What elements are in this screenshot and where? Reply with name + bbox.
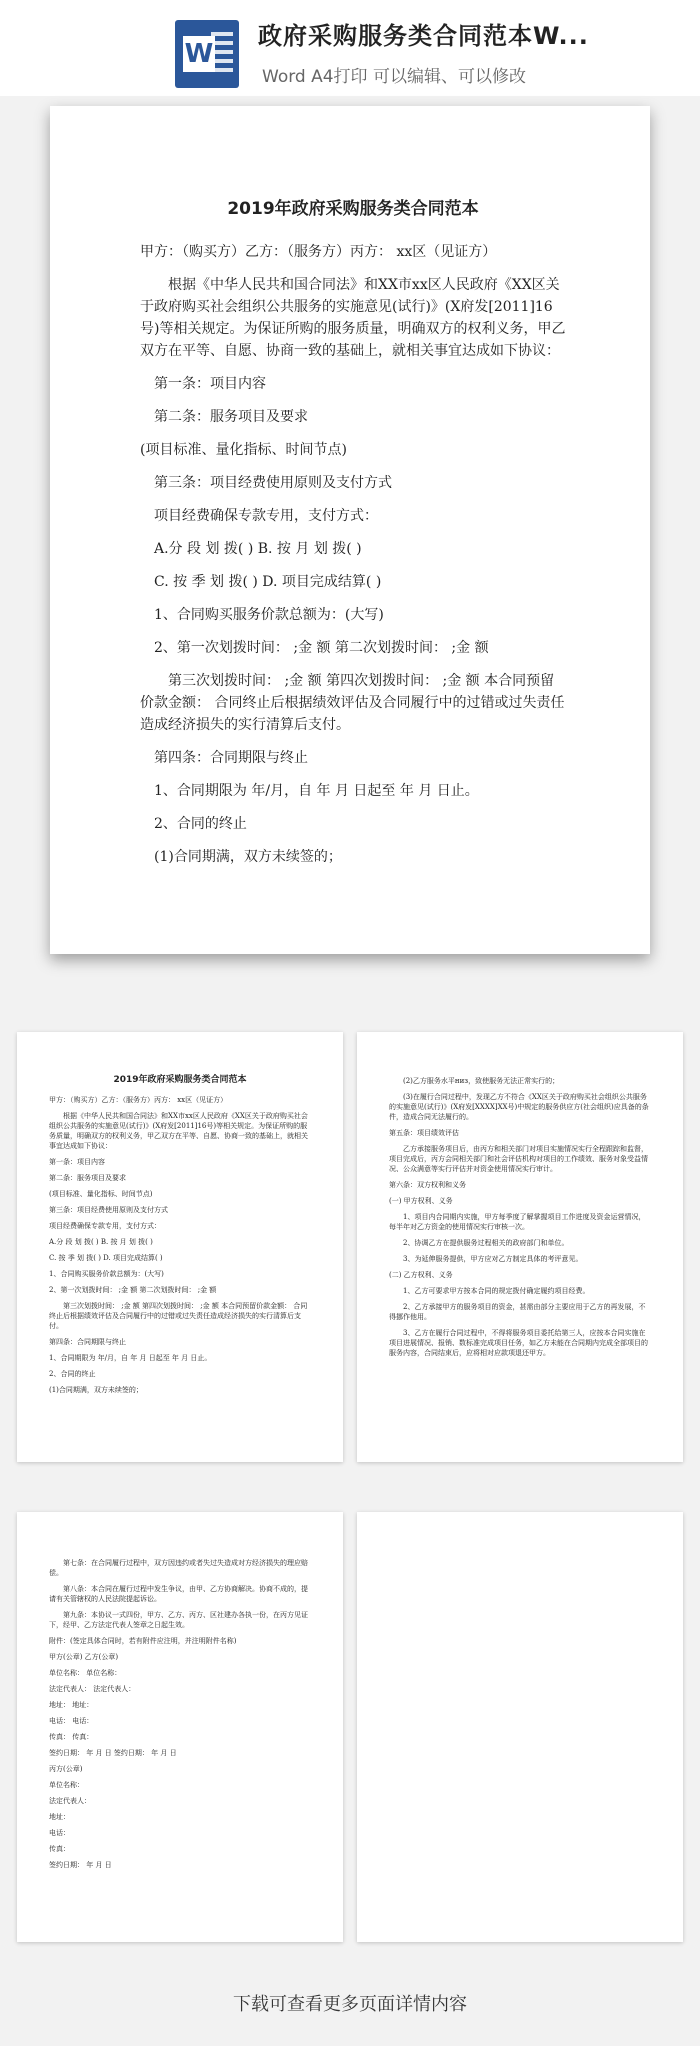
payment-method-line: 项目经费确保专款专用，支付方式： — [154, 508, 378, 524]
thumb-line: 单位名称： — [49, 1781, 84, 1789]
page-thumbnail-4[interactable] — [357, 1512, 683, 1942]
thumb-line: C. 按 季 划 拨( ) D. 项目完成结算( ) — [49, 1254, 163, 1262]
thumb-paragraph: (3)在履行合同过程中，发现乙方不符合《XX区关于政府购买社会组织公共服务的实施意见(试行)》(X府发[XXXX]XX号)中规定的服务供应方(社会组织)应具备的条件，造成合同无法履行的。 — [389, 1093, 649, 1121]
thumb-line: 2、合同的终止 — [49, 1370, 96, 1378]
thumb-line: 1、合同购买服务价款总额为：(大写) — [49, 1270, 164, 1278]
thumb-line: A.分 段 划 拨( ) B. 按 月 划 拨( ) — [49, 1238, 153, 1246]
article-2: 第二条：服务项目及要求 — [154, 409, 308, 425]
thumb-line: 签约日期： 年 月 日 — [49, 1861, 112, 1869]
thumb-line: (二) 乙方权利、义务 — [389, 1271, 453, 1279]
thumb-line: (1)合同期满，双方未续签的； — [49, 1386, 143, 1394]
contract-title: 2019年政府采购服务类合同范本 — [227, 199, 479, 219]
thumb-line: 第五条：项目绩效评估 — [389, 1129, 459, 1137]
article-4: 第四条：合同期限与终止 — [154, 750, 308, 766]
thumb-paragraph: 第八条：本合同在履行过程中发生争议，由甲、乙方协商解决。协商不成的，提请有关管辖权的人民法院提起诉讼。 — [49, 1585, 308, 1603]
article-1: 第一条：项目内容 — [154, 376, 266, 392]
term-line: 1、合同期限为 年/月，自 年 月 日起至 年 月 日止。 — [154, 783, 479, 799]
thumb-line: 传真： 传真： — [49, 1733, 94, 1741]
thumb-line: 法定代表人： — [49, 1797, 91, 1805]
thumb-line: (一) 甲方权利、义务 — [389, 1197, 453, 1205]
page-thumbnail-3[interactable] — [17, 1512, 343, 1942]
thumb-line: 第六条：双方权利和义务 — [389, 1181, 466, 1189]
thumb-line: 电话： 电话： — [49, 1717, 94, 1725]
header — [0, 0, 700, 96]
download-more-text[interactable]: 下载可查看更多页面详情内容 — [233, 1994, 467, 2015]
article-3: 第三条：项目经费使用原则及支付方式 — [154, 475, 392, 491]
termination-item-1: (1)合同期满，双方未续签的； — [154, 849, 342, 865]
word-icon — [175, 20, 239, 88]
thumb-paragraph: 3、乙方在履行合同过程中，不得将服务项目委托给第三人，应按本合同实施在项目进展情况、报销、数标准完成项目任务，如乙方未能在合同期内完成全部项目的服务内容，合同结束后，应将相对应款项退还甲方。 — [389, 1329, 648, 1357]
main-page-preview — [50, 106, 650, 954]
thumb-line: 2、第一次划拨时间： ;金 额 第二次划拨时间： ;金 额 — [49, 1286, 217, 1294]
document-title: 政府采购服务类合同范本W... — [258, 22, 589, 50]
page-thumbnail-2[interactable] — [357, 1032, 683, 1462]
thumb-line: 1、合同期限为 年/月，自 年 月 日起至 年 月 日止。 — [49, 1354, 212, 1362]
thumb-line: 第一条：项目内容 — [49, 1158, 105, 1166]
thumb-paragraph: 根据《中华人民共和国合同法》和XX市xx区人民政府《XX区关于政府购买社会组织公共服务的实施意见(试行)》(X府发[2011]16号)等相关规定。为保证所购的服务质量，明确双方的权利义务，甲乙双方在平等、自愿、协商一致的基础上，就相关事宜达成如下协议： — [49, 1112, 308, 1150]
thumb-line: 丙方(公章) — [49, 1765, 83, 1773]
thumb-line: 项目经费确保专款专用，支付方式： — [49, 1222, 161, 1230]
thumb-line: (项目标准、量化指标、时间节点) — [49, 1190, 153, 1198]
termination-line: 2、合同的终止 — [154, 816, 247, 832]
thumb-paragraph: 3、为延伸服务提供，甲方应对乙方制定具体的考评意见。 — [403, 1255, 583, 1263]
thumb-paragraph: 2、乙方承接甲方的服务项目的资金，甚需由部分主要应用于乙方的再发展，不得挪作他用。 — [389, 1303, 646, 1321]
thumb-line: 第三条：项目经费使用原则及支付方式 — [49, 1206, 168, 1214]
preamble-paragraph: 根据《中华人民共和国合同法》和XX市xx区人民政府《XX区关于政府购买社会组织公共服务的实施意见(试行)》(X府发[2011]16号)等相关规定。为保证所购的服务质量，明确双方的权利义务，甲乙双方在平等、自愿、协商一致的基础上，就相关事宜达成如下协议： — [140, 277, 566, 359]
thumb-paragraph: 1、乙方可要求甲方按本合同的规定拨付确定履约项目经费。 — [403, 1287, 590, 1295]
thumb-line: 甲方：（购买方）乙方：（服务方）丙方： xx区（见证方） — [49, 1096, 228, 1104]
document-subtitle: Word A4打印 可以编辑、可以修改 — [262, 67, 526, 87]
thumb-line: 地址： 地址： — [49, 1701, 94, 1709]
article-2-note: (项目标准、量化指标、时间节点) — [140, 442, 347, 458]
thumb-line: 第二条：服务项目及要求 — [49, 1174, 126, 1182]
thumb-paragraph: 第七条：在合同履行过程中，双方因违约或者失过失造成对方经济损失的理应赔偿。 — [49, 1559, 308, 1577]
thumb-paragraph: (2)乙方服务水平низ，致使服务无法正常实行的； — [403, 1077, 560, 1085]
thumb-paragraph: 2、协调乙方在提供服务过程相关的政府部门和单位。 — [403, 1239, 569, 1247]
thumb-paragraph: 第九条：本协议一式四份，甲方、乙方、丙方、区社建办各执一份，在丙方见证下，经甲、乙方法定代表人签章之日起生效。 — [49, 1611, 308, 1629]
parties-line: 甲方：（购买方）乙方：（服务方）丙方： xx区（见证方） — [140, 244, 497, 260]
installment-line-1: 2、第一次划拨时间： ;金 额 第二次划拨时间： ;金 额 — [154, 640, 489, 656]
thumb-line: 电话： — [49, 1829, 70, 1837]
thumb-paragraph: 乙方承接服务项目后，由丙方和相关部门对项目实施情况实行全程跟踪和监督，项目完成后，丙方会同相关部门和社会评估机构对项目的工作绩效、服务对象受益情况、公众满意等实行评估并对资金使用情况实行审计。 — [389, 1145, 648, 1173]
thumb-line: 签约日期： 年 月 日 签约日期： 年 月 日 — [49, 1749, 177, 1757]
payment-option-cd: C. 按 季 划 拨( ) D. 项目完成结算( ) — [154, 574, 382, 590]
main-page-content — [140, 194, 566, 879]
thumb-paragraph: 第三次划拨时间： ;金 额 第四次划拨时间： ;金 额 本合同预留价款金额： 合同终止后根据绩效评估及合同履行中的过错或过失责任造成经济损失的实行清算后支付。 — [49, 1302, 308, 1330]
total-price-line: 1、合同购买服务价款总额为：(大写) — [154, 607, 384, 623]
thumb-line: 单位名称： 单位名称： — [49, 1669, 122, 1677]
payment-option-ab: A.分 段 划 拨( ) B. 按 月 划 拨( ) — [154, 541, 362, 557]
installment-paragraph: 第三次划拨时间： ;金 额 第四次划拨时间： ;金 额 本合同预留价款金额： 合同终止后根据绩效评估及合同履行中的过错或过失责任造成经济损失的实行清算后支付。 — [140, 673, 565, 733]
thumb-paragraph: 1、项目内合同期内实施，甲方每季度了解掌握项目工作进度及资金运营情况，每半年对乙方资金的使用情况实行审核一次。 — [389, 1213, 646, 1231]
thumb-line: 传真： — [49, 1845, 70, 1853]
thumb-line: 甲方(公章) 乙方(公章) — [49, 1653, 119, 1661]
thumb-line: 法定代表人： 法定代表人： — [49, 1685, 136, 1693]
word-icon-letter: W — [183, 36, 215, 72]
thumb-line: 地址： — [49, 1813, 70, 1821]
thumb-line: 附件：(签定具体合同时，若有附件应注明，并注明附件名称) — [49, 1637, 237, 1645]
thumb-line: 第四条：合同期限与终止 — [49, 1338, 126, 1346]
page-thumbnail-1[interactable] — [17, 1032, 343, 1462]
thumb-title: 2019年政府采购服务类合同范本 — [113, 1075, 247, 1085]
